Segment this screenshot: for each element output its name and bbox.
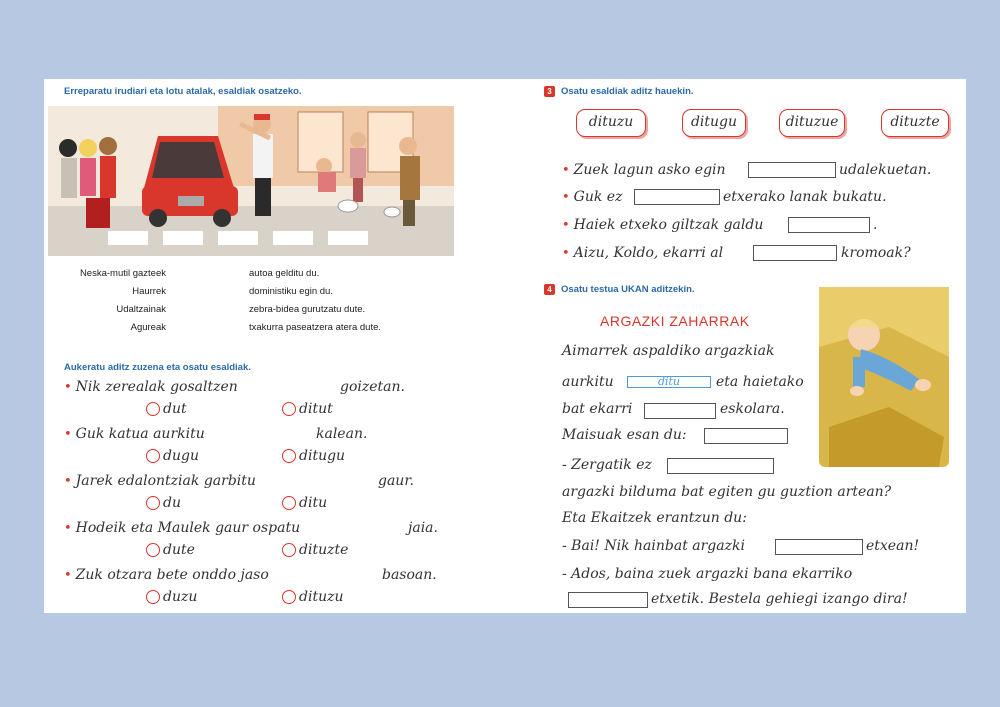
verb-card[interactable]: dituzue <box>779 109 845 137</box>
bullet-icon: • <box>64 380 72 395</box>
bullet-icon: • <box>64 474 72 489</box>
sentence-end: goizetan. <box>340 379 405 395</box>
story-line: bat ekarri <box>562 401 633 417</box>
predicate-item: autoa gelditu du. <box>249 268 320 279</box>
sentence-start: Hodeik eta Maulek gaur ospatu <box>75 520 301 536</box>
radio-circle-icon[interactable] <box>146 496 160 510</box>
ex3-sentence-4-end: kromoak? <box>841 245 911 261</box>
story-line: argazki bilduma bat egiten gu guztion artean? <box>562 484 892 500</box>
baby-illustration <box>819 287 949 467</box>
radio-circle-icon[interactable] <box>282 496 296 510</box>
subject-item: Agureak <box>130 322 166 333</box>
bullet-icon: • <box>64 568 72 583</box>
ex3-sentence-3-end: . <box>873 217 878 233</box>
subject-item: Haurrek <box>132 286 166 297</box>
answer-input[interactable] <box>568 592 648 608</box>
radio-circle-icon[interactable] <box>146 402 160 416</box>
story-line: etxean! <box>866 538 920 554</box>
sentence-3 <box>64 473 256 489</box>
exercise-4-heading: 4 Osatu testua UKAN aditzekin. <box>544 284 695 295</box>
sentence-end: kalean. <box>316 426 368 442</box>
verb-card[interactable]: ditugu <box>682 109 746 137</box>
ex3-sentence-1: • Zuek lagun asko egin <box>562 162 726 178</box>
street-illustration <box>48 106 454 256</box>
sentence-4 <box>64 520 300 536</box>
exercise-number: 4 <box>544 284 555 295</box>
sentence-start: Nik zerealak gosaltzen <box>75 379 238 395</box>
subject-item: Udaltzainak <box>116 304 166 315</box>
answer-input-filled[interactable]: ditu <box>627 376 711 388</box>
answer-input[interactable] <box>667 458 774 474</box>
option-1-radio[interactable]: du <box>146 495 181 511</box>
answer-input[interactable] <box>748 162 836 178</box>
sentence-end: gaur. <box>378 473 414 489</box>
exercise-3-heading: 3 Osatu esaldiak aditz hauekin. <box>544 86 694 97</box>
option-2-radio[interactable]: dituzu <box>282 589 343 605</box>
option-1-radio[interactable]: duzu <box>146 589 197 605</box>
story-title: ARGAZKI ZAHARRAK <box>600 313 750 329</box>
radio-circle-icon[interactable] <box>146 449 160 463</box>
story-line: - Ados, baina zuek argazki bana ekarriko <box>562 566 853 582</box>
story-line: eta haietako <box>716 374 804 390</box>
verb-card[interactable]: dituzu <box>576 109 646 137</box>
answer-input[interactable] <box>753 245 837 261</box>
answer-input[interactable] <box>644 403 716 419</box>
ex3-sentence-2-end: etxerako lanak bukatu. <box>723 189 887 205</box>
answer-input[interactable] <box>788 217 870 233</box>
sentence-2 <box>64 426 205 442</box>
answer-input[interactable] <box>634 189 720 205</box>
radio-circle-icon[interactable] <box>282 543 296 557</box>
subject-item: Neska-mutil gazteek <box>79 268 166 279</box>
option-2-radio[interactable]: ditu <box>282 495 327 511</box>
radio-circle-icon[interactable] <box>282 590 296 604</box>
story-line: - Bai! Nik hainbat argazki <box>562 538 745 554</box>
bullet-icon: • <box>64 521 72 536</box>
story-line: - Zergatik ez <box>562 457 652 473</box>
ex3-sentence-2: • Guk ez <box>562 189 623 205</box>
ex3-sentence-4: • Aizu, Koldo, ekarri al <box>562 245 724 261</box>
answer-input[interactable] <box>775 539 863 555</box>
option-1-radio[interactable]: dute <box>146 542 195 558</box>
radio-circle-icon[interactable] <box>282 402 296 416</box>
option-1-radio[interactable]: dut <box>146 401 187 417</box>
bullet-icon: • <box>64 427 72 442</box>
ex3-sentence-1-end: udalekuetan. <box>839 162 932 178</box>
subjects-column <box>44 268 166 340</box>
option-2-radio[interactable]: ditut <box>282 401 333 417</box>
radio-circle-icon[interactable] <box>146 590 160 604</box>
exercise-1-heading: Erreparatu irudiari eta lotu atalak, esaldiak osatzeko. <box>64 86 302 97</box>
predicate-item: zebra-bidea gurutzatu dute. <box>249 304 366 315</box>
option-2-radio[interactable]: ditugu <box>282 448 345 464</box>
sentence-end: jaia. <box>408 520 438 536</box>
worksheet-page <box>44 79 966 613</box>
sentence-start: Jarek edalontziak garbitu <box>75 473 256 489</box>
exercise-number: 3 <box>544 86 555 97</box>
radio-circle-icon[interactable] <box>146 543 160 557</box>
story-line: Maisuak esan du: <box>562 427 687 443</box>
story-line: etxetik. Bestela gehiegi izango dira! <box>651 591 908 607</box>
predicate-item: txakurra paseatzera atera dute. <box>249 322 382 333</box>
predicates-column <box>249 268 381 340</box>
sentence-end: basoan. <box>382 567 437 583</box>
sentence-5 <box>64 567 269 583</box>
exercise-2-heading: Aukeratu aditz zuzena eta osatu esaldiak. <box>64 362 251 373</box>
story-line: eskolara. <box>720 401 785 417</box>
story-line: aurkitu <box>562 374 614 390</box>
sentence-1 <box>64 379 238 395</box>
sentence-start: Guk katua aurkitu <box>75 426 205 442</box>
radio-circle-icon[interactable] <box>282 449 296 463</box>
story-line: Eta Ekaitzek erantzun du: <box>562 510 747 526</box>
option-2-radio[interactable]: dituzte <box>282 542 348 558</box>
ex3-sentence-3: • Haiek etxeko giltzak galdu <box>562 217 764 233</box>
answer-input[interactable] <box>704 428 788 444</box>
verb-card[interactable]: dituzte <box>881 109 949 137</box>
sentence-start: Zuk otzara bete onddo jaso <box>75 567 269 583</box>
story-line: Aimarrek aspaldiko argazkiak <box>562 343 775 359</box>
predicate-item: doministiku egin du. <box>249 286 333 297</box>
option-1-radio[interactable]: dugu <box>146 448 199 464</box>
